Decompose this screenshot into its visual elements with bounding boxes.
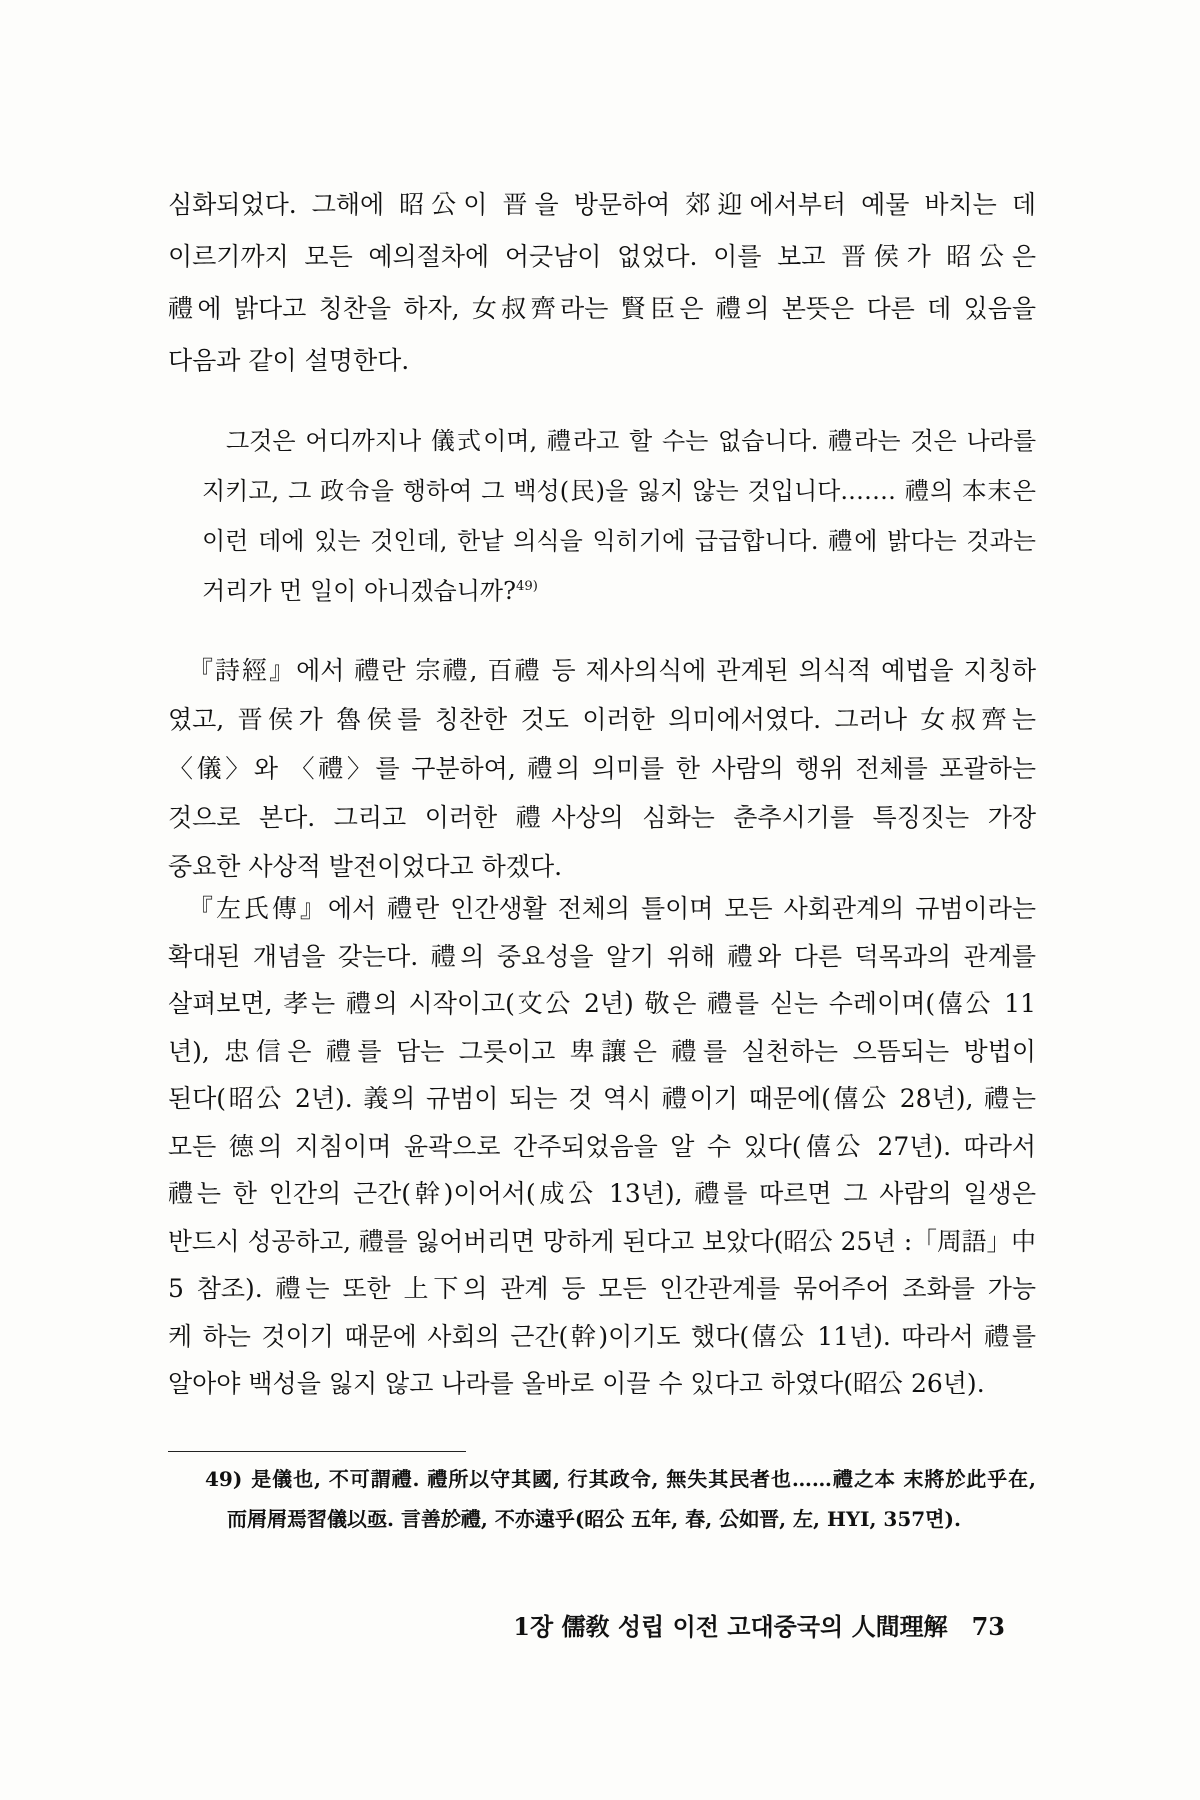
body-line: 심화되었다. 그해에 昭公이 晋을 방문하여 郊迎에서부터 예물 바치는 데 [168, 190, 1036, 219]
body-line: 케 하는 것이기 때문에 사회의 근간(幹)이기도 했다(僖公 11년). 따라서 禮를 [168, 1321, 1036, 1351]
block-quote [202, 416, 1036, 616]
footnote-separator [168, 1451, 466, 1452]
body-line: 된다(昭公 2년). 義의 규범이 되는 것 역시 禮이기 때문에(僖公 28년), 禮는 [168, 1084, 1036, 1113]
body-line: 살펴보면, 孝는 禮의 시작이고(文公 2년) 敬은 禮를 싣는 수레이며(僖公 11 [168, 989, 1036, 1018]
body-line: 확대된 개념을 갖는다. 禮의 중요성을 알기 위해 禮와 다른 덕목과의 관계를 [168, 941, 1036, 971]
footnote-number: 49) [205, 1467, 243, 1491]
quote-line [202, 566, 1036, 616]
quote-line: 지키고, 그 政令을 행하여 그 백성(民)을 잃지 않는 것입니다.…… 禮의 本末은 [202, 477, 1036, 505]
body-line: 〈儀〉와 〈禮〉를 구분하여, 禮의 의미를 한 사람의 행위 전체를 포괄하는 [168, 754, 1036, 783]
body-line: 것으로 본다. 그리고 이러한 禮사상의 심화는 춘추시기를 특징짓는 가장 [168, 803, 1036, 832]
running-footer [513, 1611, 1005, 1643]
paragraph [168, 179, 1036, 387]
quote-line-text: 거리가 먼 일이 아니겠습니까? [202, 577, 516, 605]
footnote-line: 而屑屑焉習儀以亟. 言善於禮, 不亦遠乎(昭公 五年, 春, 公如晋, 左, HYI, 357면). [227, 1507, 961, 1531]
body-line: 다음과 같이 설명한다. [168, 346, 410, 375]
footnote [205, 1459, 1036, 1539]
body-line: 『詩經』에서 禮란 宗禮, 百禮 등 제사의식에 관계된 의식적 예법을 지칭하 [188, 656, 1036, 685]
body-line: 5 참조). 禮는 또한 上下의 관계 등 모든 인간관계를 묶어주어 조화를 가능 [168, 1274, 1036, 1303]
footnote-text: 是儀也, 不可謂禮. 禮所以守其國, 行其政令, 無失其民者也……禮之本 末將於此乎在, [250, 1467, 1036, 1491]
body-line: 禮에 밝다고 칭찬을 하자, 女叔齊라는 賢臣은 禮의 본뜻은 다른 데 있음을 [168, 294, 1036, 323]
body-line: 禮는 한 인간의 근간(幹)이어서(成公 13년), 禮를 따르면 그 사람의 일생은 [168, 1179, 1036, 1208]
paragraph [168, 885, 1036, 1408]
quote-line: 그것은 어디까지나 儀式이며, 禮라고 할 수는 없습니다. 禮라는 것은 나라를 [226, 427, 1036, 455]
body-line: 중요한 사상적 발전이었다고 하겠다. [168, 852, 563, 881]
quote-line: 이런 데에 있는 것인데, 한낱 의식을 익히기에 급급합니다. 禮에 밝다는 것과는 [202, 527, 1036, 555]
body-line: 모든 德의 지침이며 윤곽으로 간주되었음을 알 수 있다(僖公 27년). 따라서 [168, 1131, 1036, 1161]
body-line: 이르기까지 모든 예의절차에 어긋남이 없었다. 이를 보고 晋侯가 昭公은 [168, 242, 1036, 271]
running-title: 1장 儒敎 성립 이전 고대중국의 人間理解 [513, 1612, 948, 1641]
body-line: 알아야 백성을 잃지 않고 나라를 올바로 이끌 수 있다고 하였다(昭公 26년). [168, 1369, 985, 1398]
page-number: 73 [971, 1612, 1005, 1641]
body-line: 『左氏傳』에서 禮란 인간생활 전체의 틀이며 모든 사회관계의 규범이라는 [188, 894, 1036, 923]
body-line: 반드시 성공하고, 禮를 잃어버리면 망하게 된다고 보았다(昭公 25년 :「周語」中 [168, 1226, 1036, 1256]
footnote-reference: 49) [515, 579, 538, 594]
paragraph [168, 646, 1036, 891]
footnote-line [205, 1459, 1036, 1499]
body-line: 년), 忠信은 禮를 담는 그릇이고 卑讓은 禮를 실천하는 으뜸되는 방법이 [168, 1036, 1036, 1066]
body-line: 였고, 晋侯가 魯侯를 칭찬한 것도 이러한 의미에서였다. 그러나 女叔齊는 [168, 705, 1036, 734]
